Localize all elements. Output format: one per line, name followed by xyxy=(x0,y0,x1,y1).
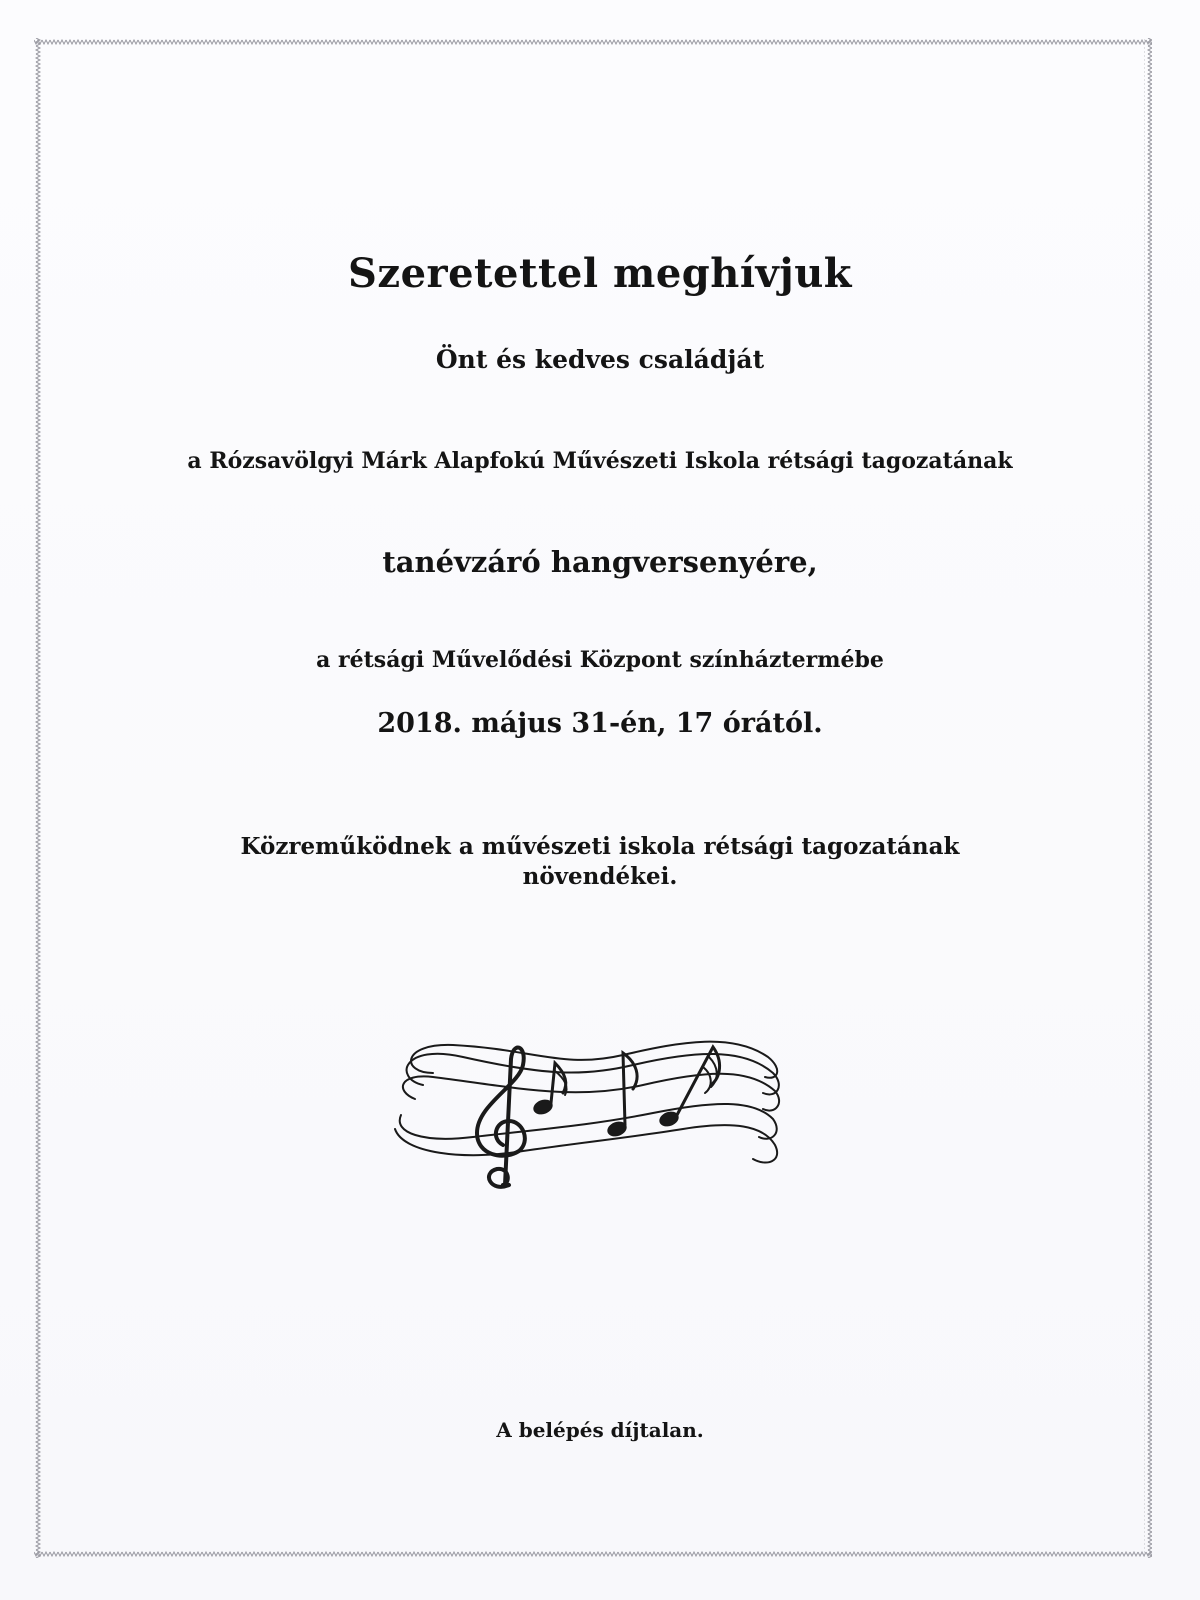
invitation-greeting: Önt és kedves családját xyxy=(435,345,765,374)
entry-note: A belépés díjtalan. xyxy=(496,1418,704,1442)
school-line: a Rózsavölgyi Márk Alapfokú Művészeti Iskola rétsági tagozatának xyxy=(187,448,1013,474)
event-name: tanévzáró hangversenyére, xyxy=(382,545,818,579)
invitation-title: Szeretettel meghívjuk xyxy=(347,250,853,297)
event-venue: a rétsági Művelődési Központ színháztermébe xyxy=(316,647,884,673)
music-staff-treble-clef-notes-icon xyxy=(393,1033,793,1203)
performers-note: Közreműködnek a művészeti iskola rétsági tagozatának növendékei. xyxy=(240,833,960,890)
event-date-time: 2018. május 31-én, 17 órától. xyxy=(377,708,823,739)
